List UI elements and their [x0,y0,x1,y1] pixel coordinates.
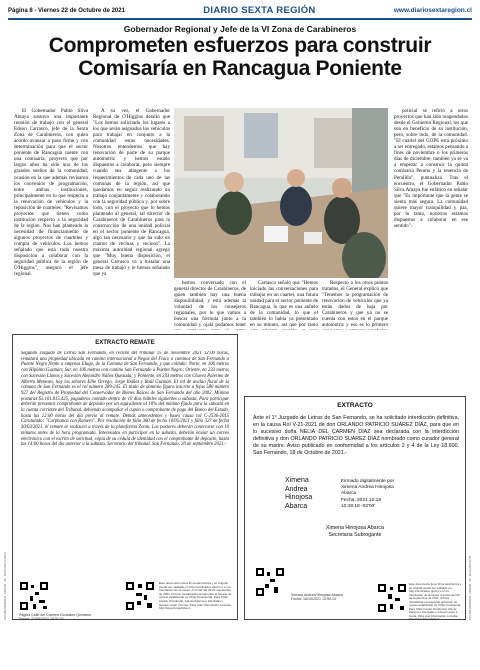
remate-footer-right: Este documento tiene firma electrónica y su original puede ser validado en http://verificadoc.pjud.cl o en la tramitación de la causa. A contar del 09 de septiembre de 2021, la hora visualizada corresponde al horario de verano establecido en Chile Continental. Para Chile Insular Occidental, Isla de Pascua e Isla Salas y Gómez restar 2 horas. Para más información consulte http://www.horaoficial.cl [159,581,232,611]
remate-footer-left: Página Calle del Carmen González Quintana Fecha: 21/09/2021 18:51:31 [19,613,91,622]
digital-signature-stamp: Firmado digitalmente por Ximena Andrea Hinojosa Abarca Fecha: 2021.10.18 10:49:18 -03'00' [341,479,395,509]
headline-line-1: Comprometen esfuerzos para construir [48,34,432,57]
signatory-role: Secretaria Subrogante [328,532,382,538]
article-column-6: policial se refirió a otros proyectos que han sido reagendados desde el Gobierno Regional, los que son en beneficio de su institución, pero, sobre todo, de la comunidad. "El cuartel del GOPE está próximo a ser entregado, estamos pensando a fines de noviembre o los primeros días de diciembre, también ya se va a empezar a construir la quinta comisaría Peumo y la tenencia de Peralillo", puntualizó. Tras el encuentro, el Gobernador Pablo Silva Amaya fue enfático en señalar que "Es importante que la gente se sienta más segura. La comunidad quiere mayor tranquilidad y paz, por lo tanto, nosotros estamos dispuestos a colaborar en ese sentido". [394,108,468,229]
newspaper-name: DIARIO SEXTA REGIÓN [203,5,316,16]
remate-side-code: CFC-8211110002411 · 0002411 · 30 · 06-09-2021 12:29:12 [4,552,7,620]
article-column-3: hemos conversado con el general director de Carabineros, de quien tambien hay una buena disponibilidad, y está además la voluntad de los consejeros regionales, por lo que vamos a buscar una fórmula junto a la comunidad y ojalá podamos tener [174,280,246,329]
article-column-2: A su vez, el Gobernador Regional de O'Higgins detalló que "Los hemos solicitado los lugares a los que serán asignados los vehículos para trabajar en conjunto a la comunidad estas necesidades. Nosotros entendemos que hay renovación de parte de su parque automotriz y hemos estado dispuestos a colaborar, pero siempre cuando sea atingente a los requerimientos de cada uno de las comunas de la región, así que quedamos en seguir realizando un trabajo conjuntamente y colaborando con la seguridad pública y, por sobre todo, con el proyecto que lo hemos planteado al general, tal director de Carabineros de Carabineros para la construcción de una unidad policial en el sector poniente de Rancagua, algo tan necesario y que ha sido un clamor de vecinas y vecinos". La máxima autoridad regional agregó que "Muy buena disposición, el general Carrasco va a instalar una mesa de trabajo y le hemos señalado que ya [93,108,170,278]
extracto-box [244,396,466,620]
meeting-illustration [174,108,388,278]
article-headline [0,34,480,80]
article-column-5: Respecto a los otros puntos tratados, el General explicó que "Tenemos la programación de renovación de vehículos que ya están dados de baja por Carabineros y que ya no se cuenta con estos en el parque automotriz y eso es lo primero [322,280,388,329]
article-kicker: Gobernador Regional y Jefe de la VI Zona de Carabineros [123,24,357,34]
article-column-1: El Gobernador Pablo Silva Amaya sostuvo una importante reunión de trabajo con el general Edson Carrasco, jefe de la Sexta Zona de Carabineros, con quien acordó avanzar a paso firme y con determinación para que el sector poniente de Rancagua cuente con una comisaría, proyecto que por largos años ha sido uno de los grandes sueños de la comunidad, ocasión en la que además revisaron los convenios de programación, entre ambas instituciones, principalmente en lo que respecta a la renovación de vehículos y la reposición de cuarteles. "Revisamos proyectos que tienen como institución respecto a la seguridad de la región. Nos han planteado la necesidad de financiamiento de algunos proyectos de cuarteles y compra de vehículos. Los hemos señalado que está toda nuestra disposición a colaborar con la seguridad pública de la región de O'Higgins", aseguró el jefe regional. [14,108,88,278]
meeting-photo [174,108,388,278]
extracto-remate-title: EXTRACTO REMATE [95,340,155,346]
page-header [8,3,472,20]
extracto-title: EXTRACTO [337,402,373,409]
website-link[interactable]: www.diariosextaregion.cl [393,7,472,14]
qr-code-remate-right [125,581,155,611]
signatory-block [305,525,405,539]
qr-code-remate-left [19,581,49,611]
extracto-footer-right: Este documento tiene firma electrónica y su original puede ser validado en http://verificadoc.pjud.cl o en la tramitación de la causa. A contar del 09 de septiembre de 2021, la hora visualizada corresponde al horario de verano establecido en Chile Continental. Para Chile Insular Occidental, Isla de Pascua e Isla Salas y Gómez restar 2 horas. Para más información consulte http://www.horaoficial.cl [409,582,462,621]
extracto-remate-box [12,334,238,620]
qr-code-extracto-right [377,583,407,613]
signatory-name: Ximena Hinojosa Abarca [325,525,384,531]
page-date: Página 8 - Viernes 22 de Octubre de 2021 [8,7,125,14]
article-column-4: Carrasco señaló que "Hemos iniciado las conversaciones para trabajar en un cuartel, una futura unidad para el sector poniente de Rancagua, lo que es una anhelo de la comunidad, lo que el también lo había ya presentado en su minuto, así que por tanto [250,280,318,329]
signature-name: Ximena Andrea Hinojosa Abarca [285,477,313,510]
extracto-footer-left: Ximena Andrea Hinojosa Abarca Fecha: 18/10/2021 10:50:14 [291,593,343,602]
extracto-body: Ante el 1° Juzgado de Letras de San Fernando, se ha solicitado interdicción definitiva, en la causa Rol V-21-2021 de don ORLANDO PATRICIO SUÁREZ DÍAZ, para que en lo sucesivo doña NELIA DEL CARMEN DÍAZ sea declarada con la interdicción definitiva y don ORLANDO PATRICIO SUÁREZ DÍAZ nombrado como curador general de su madre. Aviso publicado en conformidad a los artículos 2 y 4 de la Ley 18.600. San Fernando, 18 de Octubre de 2021.- [253,415,459,456]
headline-line-2: Comisaría en Rancagua Poniente [78,57,402,80]
qr-code-extracto-left [255,567,285,597]
extracto-remate-body: Segundo Juzgado de Letras San Fernando, en recinto del tribunal 15 de noviembre 2021 12:00 horas, rematará una propiedad ubicada en camino internacional a Negas del Flaco a caminos de San Fernando a Puente Negro frente a empresa Elugo, de la Comuna de San Fernando, y que colinda: Norte, en 106 metros con Hipólito Guzmán; Sur, en 106 metros con camino San Fernando a Puente Negro; Oriente, en 233 metros con Sucesión Llanos y Sucesión Alejandro Núñez Quezada; y Poniente, en 233 metros con Chavez Palermo de Alberto Meneses, hoy los señores Ellie Orrego, Jorge Ibáñez y Raúl Guzmán. El rol de avalúo fiscal de la comuna de San Fernando es el rol número 289-245. El título de dominio figura inscrito a fojas 580 número 927 del Registro de Propiedad del Conservador de Bienes Raíces de San Fernando del año 2002. Mínimo posturas $1.101.815.425, pagaderos contado dentro de 10 días hábiles siguientes a subasta. Para participar deberán presentar comprobante de depósito por un equivalente al 10% del mínimo fijado para la subasta en la cuenta corriente del Tribunal, debiendo acompañar el cupón o comprobante de pago del Banco del Estado, hasta las 12:00 horas del día previo al remate. Demás antecedentes y bases causa rol C-2536-2015 Caratulada: "Corpbanca con Romero". Por resolución de fólio 360 de fecha 10/05/2021 y fólio 327 de fecha 30/03/2021, el remate se realizará a través de la plataforma Zoom. Los postores deberán conectarse con 10 minutos antes de la hora programada. Interesados en participar en la subasta, deberán enviar un correo electrónico con el escrito de solicitud, copia de su cédula de identidad con el comprobante de depósito, hasta las 14:00 horas del día anterior a la subasta. Secretario del tribunal. San Fernando, 20 de septiembre 2021.- [21,351,229,448]
extracto-side-code: CFC-8211110002411 · 0002411 · 30 · 18-10-2021 10:50 [469,555,472,620]
